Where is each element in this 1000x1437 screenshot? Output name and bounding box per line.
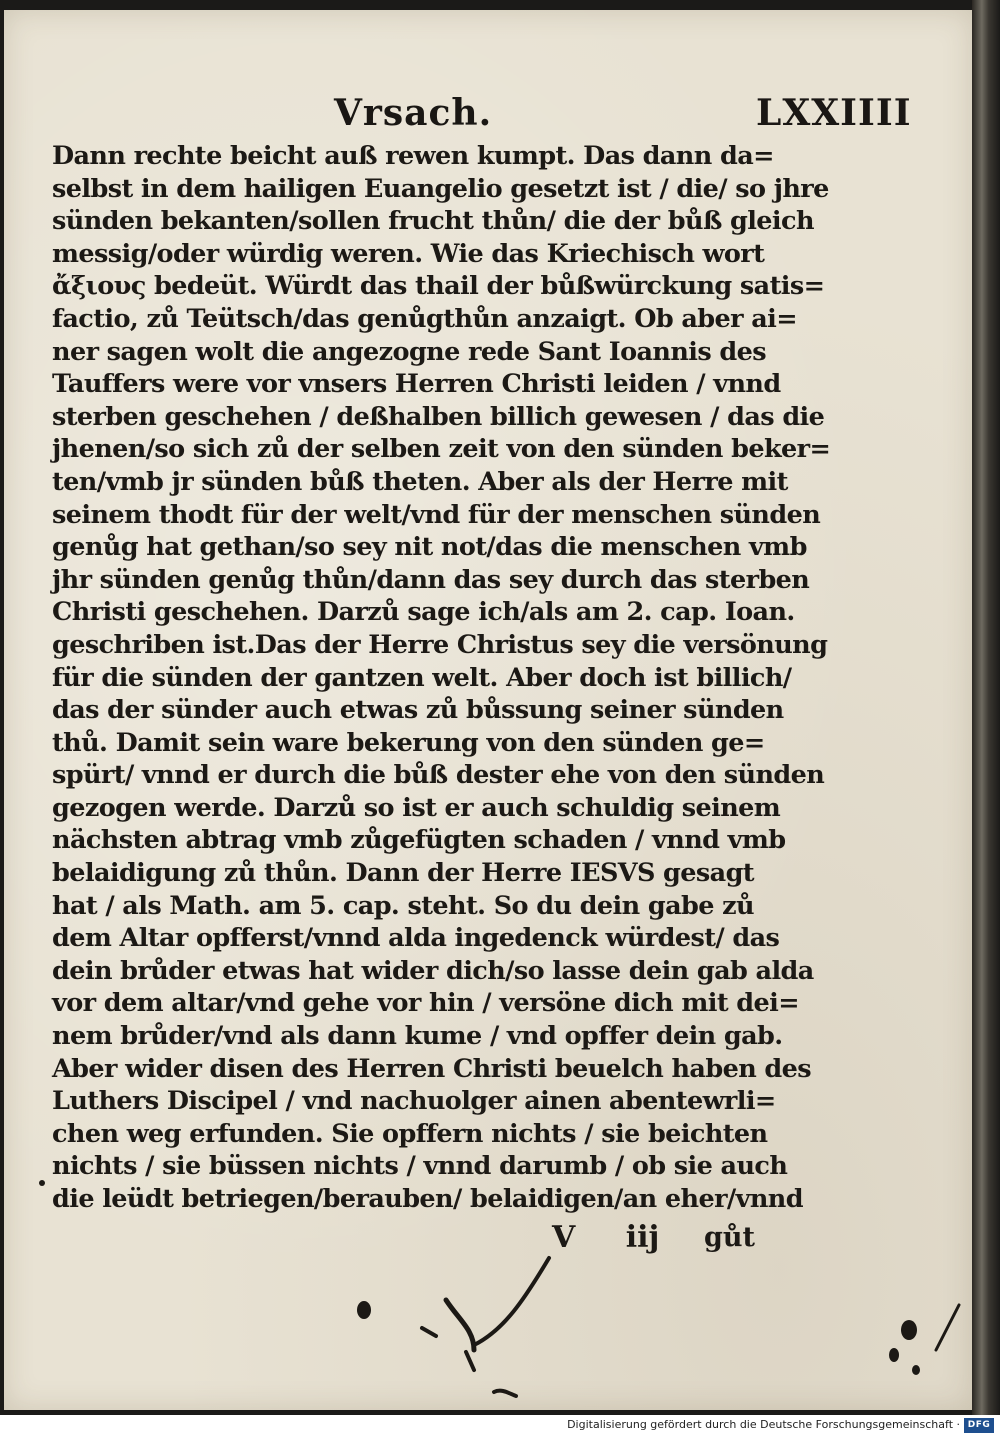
text-line: für die sünden der gantzen welt. Aber doch ist billich/ <box>52 662 792 693</box>
text-line: nächsten abtrag vmb zůgefügten schaden / vnnd vmb <box>52 825 786 856</box>
ink-stroke <box>474 1258 549 1345</box>
text-line: spürt/ vnnd er durch die bůß dester ehe von den sünden <box>52 760 825 791</box>
text-line: sünden bekanten/sollen frucht thůn/ die der bůß gleich <box>52 206 814 237</box>
footer-credit: Digitalisierung gefördert durch die Deutsche Forschungsgemeinschaft · <box>567 1418 960 1431</box>
ink-blot <box>889 1348 899 1362</box>
text-line: chen weg erfunden. Sie opffern nichts / sie beichten <box>52 1118 768 1149</box>
text-line: genůg hat gethan/so sey nit not/das die menschen vmb <box>52 532 807 563</box>
ink-stroke <box>466 1352 474 1370</box>
folio-number: LXXIIII <box>756 92 912 134</box>
signature-mark: V iij <box>552 1220 660 1255</box>
ink-blot <box>357 1301 371 1319</box>
dfg-logo: DFG <box>964 1418 994 1433</box>
text-line: ner sagen wolt die angezogne rede Sant Ioannis des <box>52 336 767 367</box>
text-line: das der sünder auch etwas zů bůssung seiner sünden <box>52 695 784 726</box>
text-line: gezogen werde. Darzů so ist er auch schuldig seinem <box>52 792 781 823</box>
text-line: vor dem altar/vnd gehe vor hin / versöne dich mit dei= <box>52 988 800 1019</box>
ink-stroke <box>422 1328 436 1336</box>
text-line: selbst in dem hailigen Euangelio gesetzt ist / die/ so jhre <box>52 173 829 204</box>
text-line: factio, zů Teütsch/das genůgthůn anzaigt. Ob aber ai= <box>52 303 798 334</box>
text-line: seinem thodt für der welt/vnd für der menschen sünden <box>52 499 821 530</box>
text-line: nichts / sie büssen nichts / vnnd darumb / ob sie auch <box>52 1151 788 1182</box>
text-line: geschriben ist.Das der Herre Christus sey die versönung <box>52 629 828 660</box>
ink-stroke <box>446 1300 474 1350</box>
text-line: messig/oder würdig weren. Wie das Kriechisch wort <box>52 238 765 269</box>
ink-stroke <box>936 1305 959 1350</box>
text-line: Christi geschehen. Darzů sage ich/als am 2. cap. Ioan. <box>52 597 795 628</box>
ink-stroke <box>494 1391 516 1396</box>
text-line: Tauffers were vor vnsers Herren Christi leiden / vnnd <box>52 369 781 400</box>
text-line: Dann rechte beicht auß rewen kumpt. Das dann da= <box>52 141 774 171</box>
text-line: dein brůder etwas hat wider dich/so lasse dein gab alda <box>52 955 814 986</box>
footer-bar <box>0 1415 1000 1437</box>
text-line: ten/vmb jr sünden bůß theten. Aber als der Herre mit <box>52 466 788 497</box>
ink-annotations <box>4 10 972 1410</box>
text-line: sterben geschehen / deßhalben billich gewesen / das die <box>52 401 825 432</box>
running-head: Vrsach. <box>334 92 493 134</box>
ink-blot <box>912 1365 920 1375</box>
catchword: gůt <box>704 1222 755 1253</box>
text-line: jhenen/so sich zů der selben zeit von den sünden beker= <box>52 434 831 465</box>
text-line: nem brůder/vnd als dann kume / vnd opffer dein gab. <box>52 1021 783 1052</box>
text-line: jhr sünden genůg thůn/dann das sey durch das sterben <box>52 564 810 595</box>
text-line: dem Altar opfferst/vnnd alda ingedenck würdest/ das <box>52 923 780 954</box>
text-line: Aber wider disen des Herren Christi beuelch haben des <box>52 1053 812 1084</box>
page-paper <box>4 10 972 1410</box>
text-line: Luthers Discipel / vnd nachuolger ainen abentewrli= <box>52 1086 776 1117</box>
text-line: ἄξιους bedeüt. Würdt das thail der bůßwürckung satis= <box>52 271 825 302</box>
text-line: hat / als Math. am 5. cap. steht. So du dein gabe zů <box>52 890 754 921</box>
page-edge-shadow <box>972 0 1000 1415</box>
text-line: belaidigung zů thůn. Dann der Herre IESVS gesagt <box>52 858 754 889</box>
ink-blot <box>901 1320 917 1340</box>
text-line: thů. Damit sein ware bekerung von den sünden ge= <box>52 727 765 758</box>
text-line: die leüdt betriegen/berauben/ belaidigen/an eher/vnnd <box>52 1184 803 1214</box>
